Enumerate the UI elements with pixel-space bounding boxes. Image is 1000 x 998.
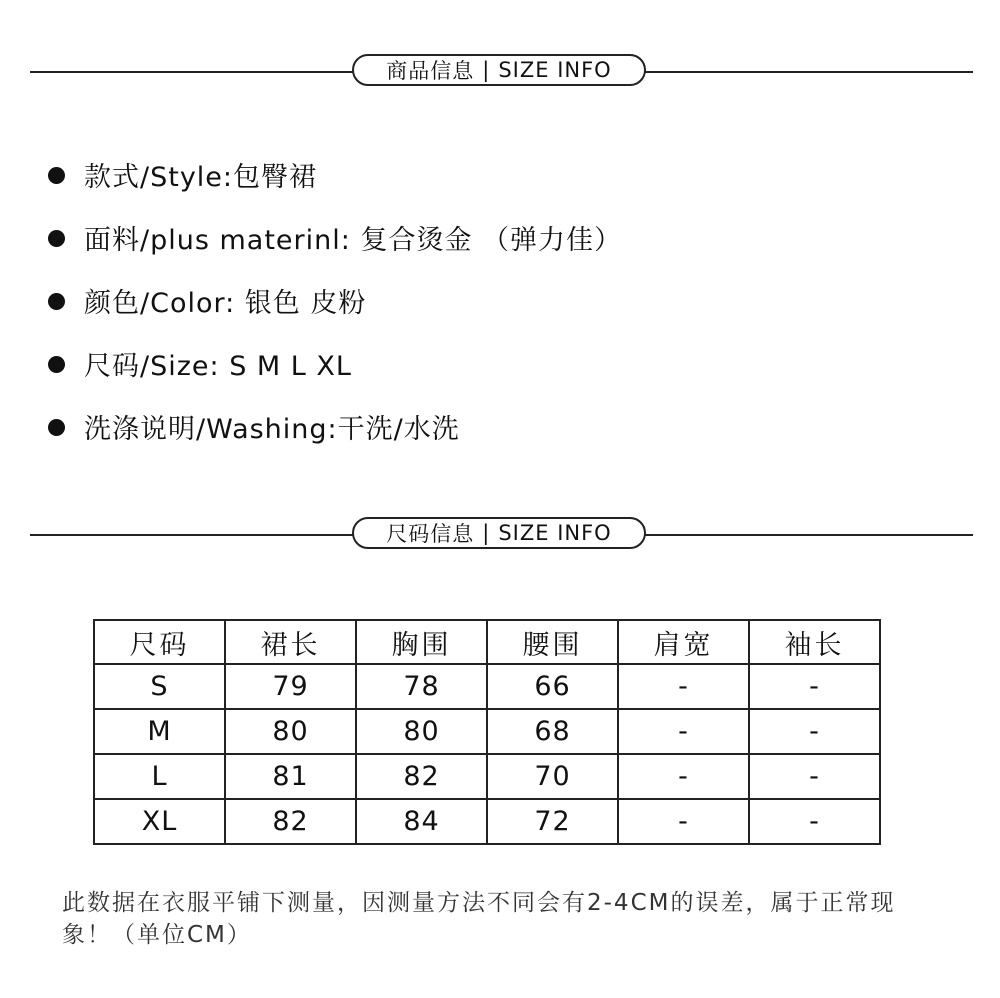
column-header: 袖长 <box>749 620 880 664</box>
header-pill <box>352 517 646 549</box>
bullet-icon <box>48 419 65 436</box>
table-cell: 70 <box>487 754 618 799</box>
table-cell: 78 <box>356 664 487 709</box>
bullet-icon <box>48 230 65 247</box>
header-title-zh: 商品信息 <box>386 59 475 83</box>
table-cell: - <box>618 709 749 754</box>
table-cell: 68 <box>487 709 618 754</box>
table-cell: M <box>94 709 225 754</box>
header-title-zh: 尺码信息 <box>386 522 475 546</box>
table-cell: - <box>618 754 749 799</box>
info-item-text: 洗涤说明/Washing:干洗/水洗 <box>84 414 460 445</box>
column-header: 胸围 <box>356 620 487 664</box>
table-cell: L <box>94 754 225 799</box>
table-cell: 79 <box>225 664 356 709</box>
table-cell: 66 <box>487 664 618 709</box>
table-cell: - <box>749 664 880 709</box>
column-header: 腰围 <box>487 620 618 664</box>
header-pill <box>352 54 646 86</box>
info-item-style <box>48 155 622 218</box>
header-title-en: SIZE INFO <box>498 58 612 82</box>
info-item-color <box>48 281 622 344</box>
info-item-text: 面料/plus materinl: 复合烫金 （弹力佳） <box>84 225 623 256</box>
product-info-list <box>48 155 622 470</box>
info-item-size <box>48 344 622 407</box>
info-item-material <box>48 218 622 281</box>
table-cell: - <box>749 799 880 844</box>
table-row <box>94 709 880 754</box>
table-cell: 80 <box>225 709 356 754</box>
measurement-note: 此数据在衣服平铺下测量，因测量方法不同会有2-4CM的误差，属于正常现象！（单位CM） <box>62 890 896 948</box>
size-info-header <box>30 515 973 555</box>
header-title-en: SIZE INFO <box>498 521 612 545</box>
table-row <box>94 664 880 709</box>
header-separator: | <box>482 521 491 545</box>
product-info-header <box>30 52 973 92</box>
table-header-row <box>94 620 880 664</box>
table-row <box>94 799 880 844</box>
table-cell: XL <box>94 799 225 844</box>
info-item-text: 款式/Style:包臀裙 <box>84 162 318 193</box>
bullet-icon <box>48 356 65 373</box>
table-cell: 72 <box>487 799 618 844</box>
bullet-icon <box>48 293 65 310</box>
info-item-text: 尺码/Size: S M L XL <box>84 351 352 382</box>
table-cell: - <box>749 754 880 799</box>
column-header: 裙长 <box>225 620 356 664</box>
size-table <box>93 619 881 845</box>
info-item-washing <box>48 407 622 470</box>
table-cell: S <box>94 664 225 709</box>
table-cell: - <box>749 709 880 754</box>
header-separator: | <box>482 58 491 82</box>
table-cell: - <box>618 799 749 844</box>
table-row <box>94 754 880 799</box>
column-header: 肩宽 <box>618 620 749 664</box>
info-item-text: 颜色/Color: 银色 皮粉 <box>84 288 367 319</box>
table-cell: - <box>618 664 749 709</box>
table-cell: 84 <box>356 799 487 844</box>
column-header: 尺码 <box>94 620 225 664</box>
table-cell: 82 <box>225 799 356 844</box>
bullet-icon <box>48 167 65 184</box>
table-cell: 81 <box>225 754 356 799</box>
table-cell: 82 <box>356 754 487 799</box>
table-cell: 80 <box>356 709 487 754</box>
